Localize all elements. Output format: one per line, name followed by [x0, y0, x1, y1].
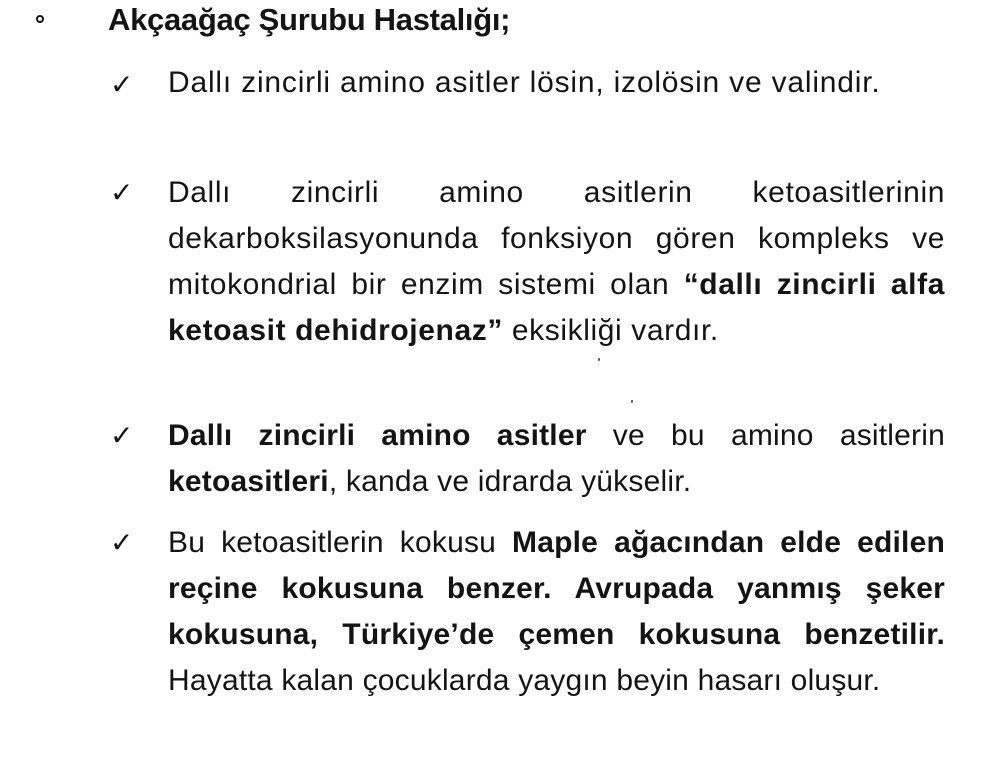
list-item-text — [168, 170, 945, 354]
list-item — [0, 170, 987, 400]
text-run: Hayatta kalan çocuklarda yaygın beyin hasarı oluşur. — [168, 664, 881, 697]
bold-text-run: Dallı zincirli amino asitler — [168, 419, 587, 452]
list-item-text — [168, 520, 945, 704]
text-run: eksikliği vardır. — [502, 314, 719, 347]
checkmark-icon: ✓ — [110, 68, 134, 101]
checkmark-icon: ✓ — [110, 176, 134, 209]
section-heading-row — [0, 0, 987, 50]
hollow-circle-bullet-icon — [36, 15, 44, 23]
text-run: Dallı zincirli amino asitler lösin, izolösin ve valindir. — [168, 66, 881, 99]
list-item — [0, 62, 987, 158]
list-item-text — [168, 62, 945, 104]
checkmark-icon: ✓ — [110, 526, 134, 559]
scan-speck — [598, 358, 600, 361]
list-item — [0, 520, 987, 750]
bold-text-run: Maple ağacından elde edilen reçine kokusuna benzer. Avrupada yanmış şeker kokusuna, Türkiye’de çemen kokusuna benzetilir. — [168, 526, 945, 651]
bold-text-run: “dallı zincirli alfa ketoasit dehidrojenaz” — [168, 268, 945, 347]
scan-speck — [631, 400, 633, 403]
text-run: Dallı zincirli amino asitlerin ketoasitlerinin dekarboksilasyonunda fonksiyon gören kompleks ve mitokondrial bir enzim sistemi olan — [168, 176, 945, 301]
list-item-text — [168, 413, 945, 505]
text-run: ve bu amino asitlerin — [586, 419, 945, 452]
checkmark-icon: ✓ — [110, 419, 134, 452]
section-heading: Akçaağaç Şurubu Hastalığı; — [108, 2, 511, 37]
text-run: Bu ketoasitlerin kokusu — [168, 526, 513, 559]
list-item — [0, 413, 987, 509]
bold-text-run: ketoasitleri — [168, 465, 329, 498]
text-run: , kanda ve idrarda yükselir. — [328, 465, 692, 498]
